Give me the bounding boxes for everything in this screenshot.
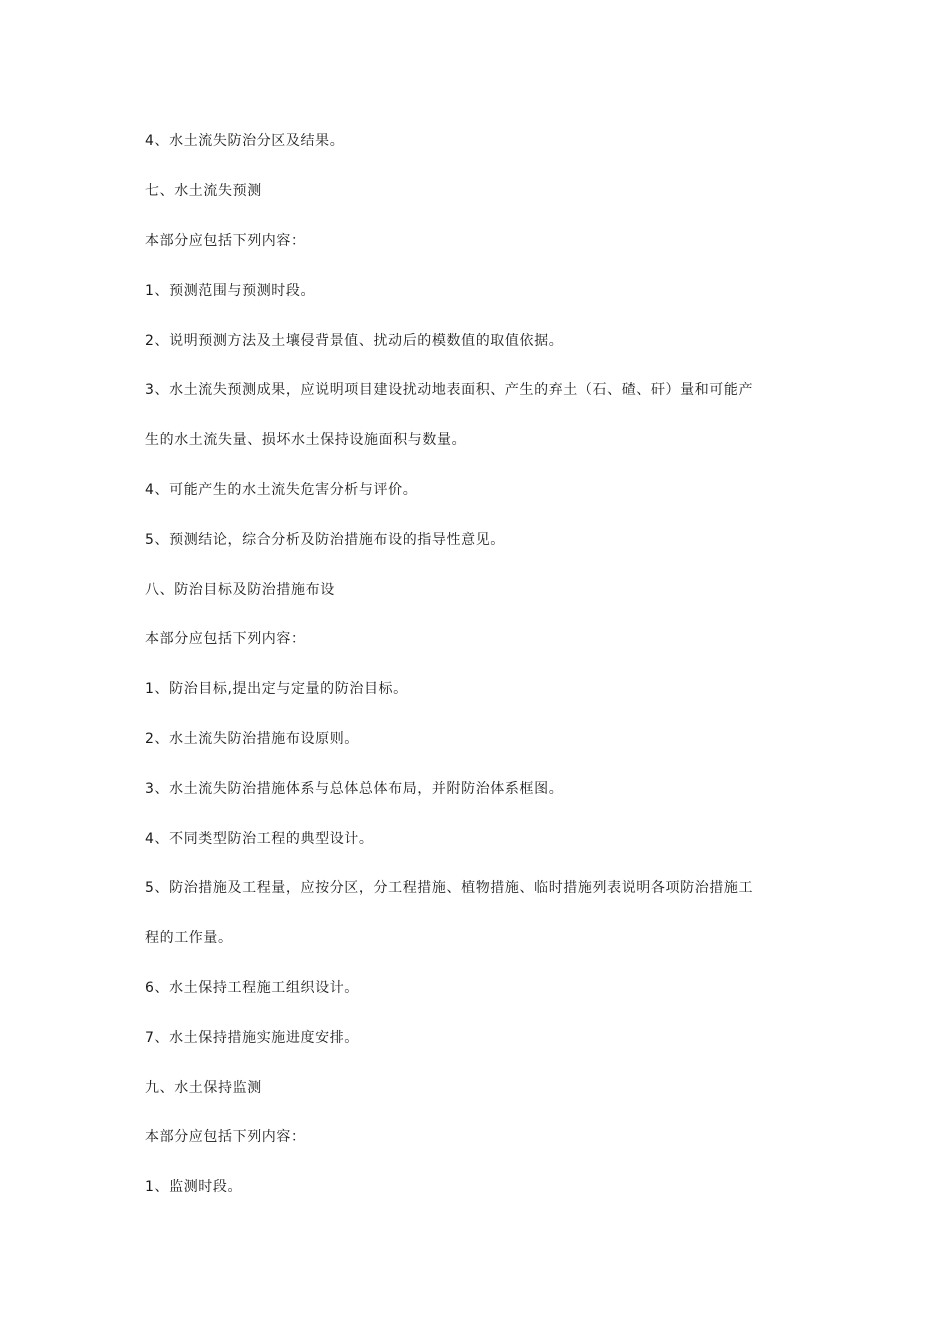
text-line: 2、说明预测方法及土壤侵背景值、扰动后的模数值的取值依据。 bbox=[145, 333, 564, 349]
text-line: 4、水土流失防治分区及结果。 bbox=[145, 133, 345, 149]
text-line: 7、水土保持措施实施进度安排。 bbox=[145, 1030, 359, 1046]
text-line: 本部分应包括下列内容： bbox=[145, 233, 306, 249]
text-line: 2、水土流失防治措施布设原则。 bbox=[145, 731, 359, 747]
section-heading: 七、水土流失预测 bbox=[145, 183, 262, 199]
text-line: 生的水土流失量、损坏水土保持设施面积与数量。 bbox=[145, 432, 467, 448]
text-line: 6、水土保持工程施工组织设计。 bbox=[145, 980, 359, 996]
text-line: 5、预测结论，综合分析及防治措施布设的指导性意见。 bbox=[145, 532, 505, 548]
text-line: 4、不同类型防治工程的典型设计。 bbox=[145, 831, 374, 847]
text-line: 3、水土流失预测成果，应说明项目建设扰动地表面积、产生的弃土（石、碴、矸）量和可能产 bbox=[145, 382, 754, 398]
text-line: 本部分应包括下列内容： bbox=[145, 631, 306, 647]
text-line: 1、防治目标,提出定与定量的防治目标。 bbox=[145, 681, 408, 697]
text-line: 本部分应包括下列内容： bbox=[145, 1129, 306, 1145]
text-line: 5、防治措施及工程量，应按分区，分工程措施、植物措施、临时措施列表说明各项防治措施工 bbox=[145, 880, 754, 896]
section-heading: 九、水土保持监测 bbox=[145, 1080, 262, 1096]
text-line: 1、预测范围与预测时段。 bbox=[145, 283, 316, 299]
section-heading: 八、防治目标及防治措施布设 bbox=[145, 582, 335, 598]
text-line: 程的工作量。 bbox=[145, 930, 233, 946]
text-line: 1、监测时段。 bbox=[145, 1179, 243, 1195]
text-line: 4、可能产生的水土流失危害分析与评价。 bbox=[145, 482, 418, 498]
text-line: 3、水土流失防治措施体系与总体总体布局，并附防治体系框图。 bbox=[145, 781, 564, 797]
